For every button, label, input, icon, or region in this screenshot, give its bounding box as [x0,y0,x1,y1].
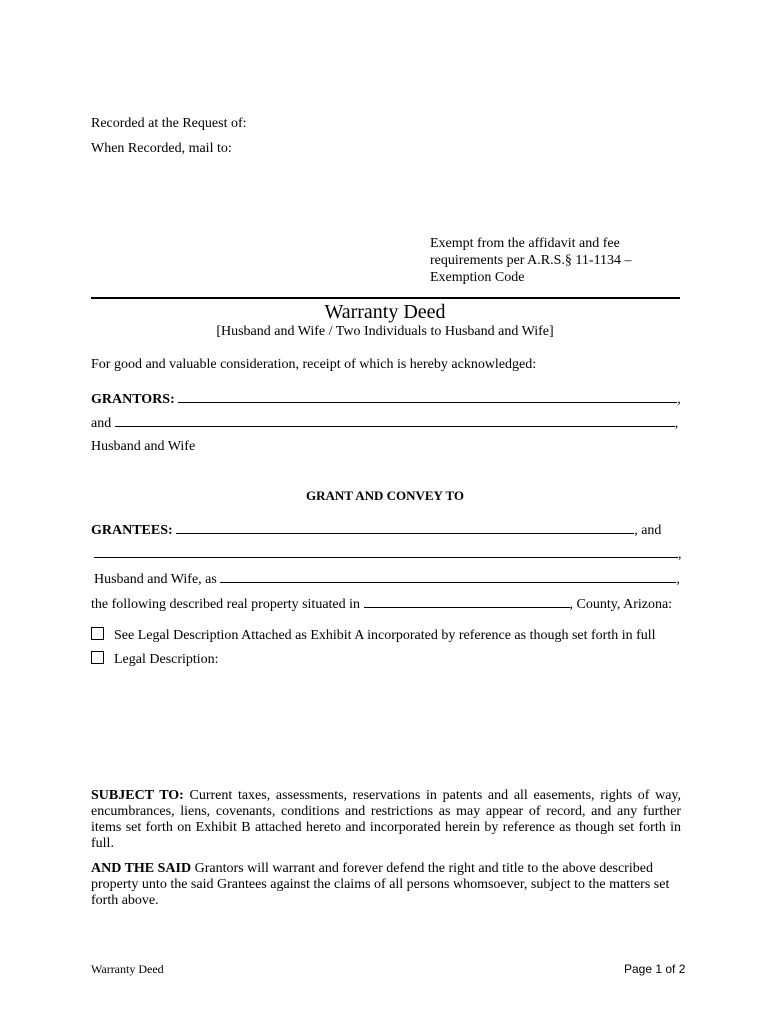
recorded-request-label: Recorded at the Request of: [91,116,247,131]
grantee2-name-field[interactable] [94,545,678,558]
and-label: and [91,416,112,431]
document-title: Warranty Deed [324,301,446,323]
grantor2-name-field[interactable] [115,414,675,427]
subject-to-paragraph [91,788,681,852]
exhibit-a-label: See Legal Description Attached as Exhibit A incorporated by reference as though set forth in full [114,628,656,643]
grantors-name-field[interactable] [178,390,677,403]
county-field[interactable] [364,595,570,608]
grantors-row [91,390,681,408]
comma: , [677,392,681,407]
footer-title: Warranty Deed [91,962,164,976]
vesting-field[interactable] [220,570,676,583]
grant-convey-heading: GRANT AND CONVEY TO [305,488,465,503]
option-exhibit-a [91,627,656,644]
grantors-and-row [91,414,678,432]
and-suffix: , and [634,523,662,538]
exhibit-a-checkbox[interactable] [91,627,104,640]
property-prefix: the following described real property situated in [91,597,361,612]
option-legal-description [91,651,219,668]
grantees-name-field[interactable] [176,521,634,534]
legal-description-label: Legal Description: [114,652,219,667]
vesting-row [94,570,680,588]
legal-description-checkbox[interactable] [91,651,104,664]
consideration-text: For good and valuable consideration, receipt of which is hereby acknowledged: [91,357,537,372]
header-divider [91,297,680,299]
document-subtitle: [Husband and Wife / Two Individuals to Husband and Wife] [216,324,554,339]
and-the-said-text: Grantors will warrant and forever defend the right and title to the above described property unto the said Grantees against the claims of all persons whomsoever, subject to the matters set forth above. [91,861,670,908]
property-suffix: , County, Arizona: [569,597,673,612]
when-recorded-label: When Recorded, mail to: [91,141,232,156]
property-county-row [91,595,672,613]
and-the-said-paragraph [91,861,677,909]
page-number: Page 1 of 2 [624,962,686,976]
exempt-line-1: Exempt from the affidavit and fee [430,236,620,251]
grantees-row [91,521,661,539]
subject-to-text: Current taxes, assessments, reservations in patents and all easements, rights of way, encumbrances, liens, covenants, conditions and restrictions as may appear of record, and any further items set forth on Exhibit B attached hereto and incorporated herein by reference as though set forth in full. [91,788,682,851]
comma: , [674,416,679,431]
grantors-label: GRANTORS: [91,392,175,407]
exempt-line-3: Exemption Code [430,270,525,285]
grantees-label: GRANTEES: [91,523,173,538]
and-the-said-label: AND THE SAID [91,861,192,876]
grantee2-row [94,545,682,563]
grantors-relationship: Husband and Wife [91,439,196,454]
subject-to-label: SUBJECT TO: [91,788,184,803]
husband-wife-as-label: Husband and Wife, as [94,572,217,587]
comma: , [676,572,680,587]
exempt-line-2: requirements per A.R.S.§ 11-1134 – [430,253,632,268]
comma: , [678,547,682,562]
